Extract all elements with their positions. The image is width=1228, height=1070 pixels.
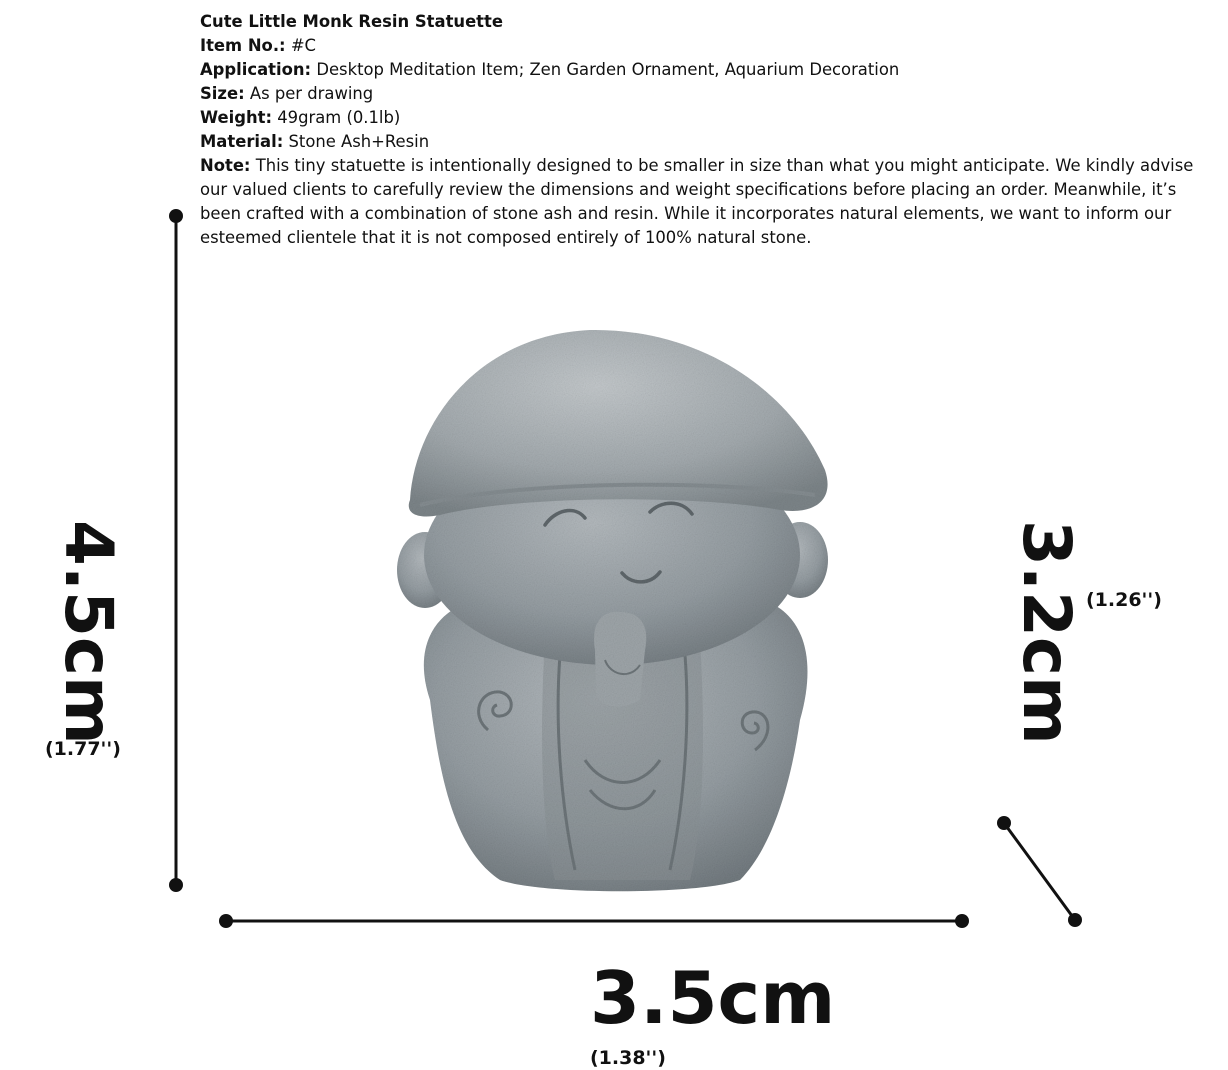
height-inch-label: (1.77'') [45,738,121,760]
width-dimension-line [219,914,969,928]
width-inch-label: (1.38'') [590,1047,666,1069]
size-label: Size: [200,84,245,103]
weight-value: 49gram (0.1lb) [277,108,401,127]
application-label: Application: [200,60,312,79]
weight-label: Weight: [200,108,273,127]
height-dimension-line [169,209,183,892]
item-no-label: Item No.: [200,36,286,55]
height-label: 4.5cm [50,520,127,745]
product-title: Cute Little Monk Resin Statuette [200,12,503,31]
monk-statuette-image [397,330,828,891]
depth-inch-label: (1.26'') [1086,589,1162,611]
material-value: Stone Ash+Resin [288,132,430,151]
size-value: As per drawing [249,84,374,103]
material-label: Material: [200,132,284,151]
width-label: 3.5cm [590,956,836,1040]
depth-label: 3.2cm [1008,520,1085,745]
application-value: Desktop Meditation Item; Zen Garden Ornament, Aquarium Decoration [316,60,900,79]
item-no-value: #C [290,36,317,55]
note-value: This tiny statuette is intentionally designed to be smaller in size than what you might anticipate. We kindly advise our valued clients to carefully review the dimensions and weight specifications before placing an order. Meanwhile, it’s been crafted with a combination of stone ash and resin. While it incorporates natural elements, we want to inform our esteemed clientele that it is not composed entirely of 100% natural stone. [200,156,1194,247]
depth-dimension-line [997,816,1082,927]
note-label: Note: [200,156,251,175]
